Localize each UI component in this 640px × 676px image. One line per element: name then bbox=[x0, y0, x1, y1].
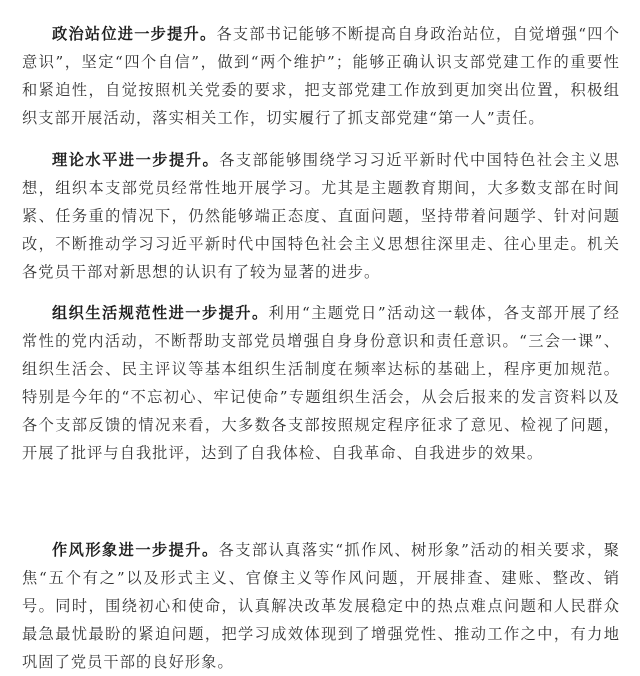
paragraph-political-stance bbox=[22, 20, 620, 132]
paragraph-heading: 组织生活规范性进一步提升。 bbox=[52, 304, 269, 322]
paragraph-body: 各支部认真落实“抓作风、树形象”活动的相关要求，聚焦“五个有之”以及形式主义、官僚主义等作风问题，开展排查、建账、整改、销号。同时，围绕初心和使命，认真解决改革发展稳定中的热点难点问题和人民群众最急最忧最盼的紧迫问题，把学习成效体现到了增强党性、推动工作之中，有力地巩固了党员干部的良好形象。 bbox=[22, 541, 621, 671]
paragraph-work-style bbox=[22, 536, 620, 676]
paragraph-body: 各支部能够围绕学习习近平新时代中国特色社会主义思想，组织本支部党员经常性地开展学习。尤其是主题教育期间，大多数支部在时间紧、任务重的情况下，仍然能够端正态度、直面问题，坚持带着问题学、针对问题改，不断推动学习习近平新时代中国特色社会主义思想往深里走、往心里走。机关各党员干部对新思想的认识有了较为显著的进步。 bbox=[22, 151, 620, 281]
paragraph-organization-life bbox=[22, 299, 620, 467]
paragraph-body: 利用“主题党日”活动这一载体，各支部开展了经常性的党内活动，不断帮助支部党员增强自身身份意识和责任意识。“三会一课”、组织生活会、民主评议等基本组织生活制度在频率达标的基础上，程序更加规范。特别是今年的“不忘初心、牢记使命”专题组织生活会，从会后报来的发言资料以及各个支部反馈的情况来看，大多数各支部按照规定程序征求了意见、检视了问题，开展了批评与自我批评，达到了自我体检、自我革命、自我进步的效果。 bbox=[22, 304, 620, 462]
paragraph-heading: 理论水平进一步提升。 bbox=[52, 151, 220, 169]
paragraph-theory-level bbox=[22, 146, 620, 286]
paragraph-heading: 政治站位进一步提升。 bbox=[52, 25, 217, 43]
paragraph-heading: 作风形象进一步提升。 bbox=[52, 541, 219, 559]
paragraph-body: 各支部书记能够不断提高自身政治站位，自觉增强“四个意识”，坚定“四个自信”，做到“两个维护”；能够正确认识支部党建工作的重要性和紧迫性，自觉按照机关党委的要求，把支部党建工作放到更加突出位置，积极组织支部开展活动，落实相关工作，切实履行了抓支部党建“第一人”责任。 bbox=[22, 25, 621, 127]
